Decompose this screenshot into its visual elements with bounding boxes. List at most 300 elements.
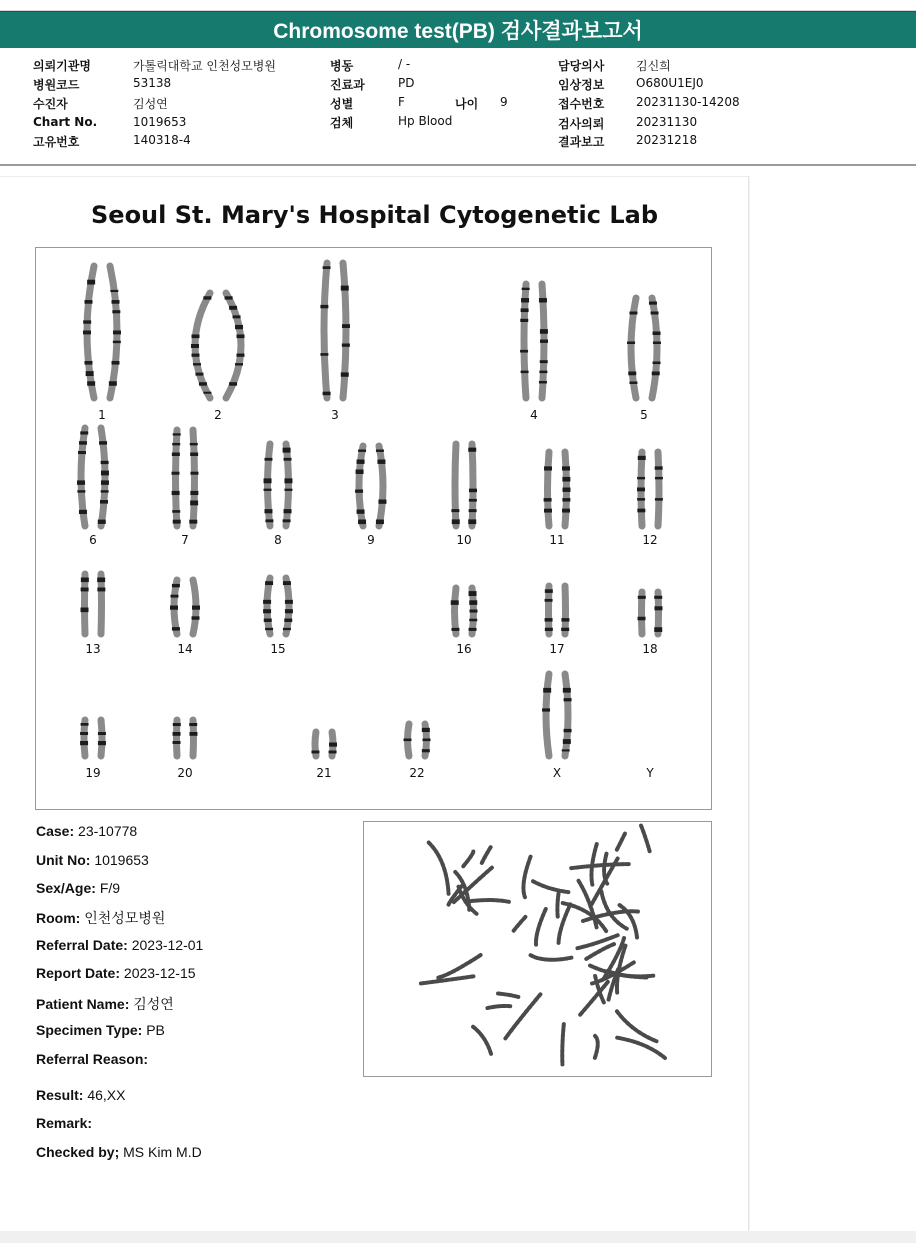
chromosome-band <box>422 749 430 752</box>
chromosome-band <box>358 520 366 525</box>
chromosome-band <box>562 498 570 501</box>
chromosome-band <box>235 325 243 329</box>
remark-line <box>36 1115 92 1131</box>
chromosome-label-14: 14 <box>177 642 193 656</box>
chromosome-band <box>638 456 646 460</box>
lab-title: Seoul St. Mary's Hospital Cytogenetic Lab <box>91 201 658 229</box>
chromosome-8-homolog <box>286 444 289 526</box>
chromosome-band <box>451 600 459 605</box>
chromosome-band <box>320 353 328 356</box>
chromosome-band <box>356 470 364 474</box>
spread-chromosome <box>617 834 625 850</box>
referral-reason-line <box>36 1051 148 1067</box>
chromosome-3-homolog <box>343 263 346 398</box>
spread-chromosome <box>604 854 607 884</box>
patient-name-line <box>36 994 174 1014</box>
chromosome-band <box>544 498 552 501</box>
chromosome-band <box>311 751 319 754</box>
chromosome-band <box>539 298 547 302</box>
chromosome-band <box>265 519 273 522</box>
chromosome-band <box>192 616 200 619</box>
spread-chromosome <box>562 1024 564 1064</box>
case-line <box>36 823 137 839</box>
spread-chromosome <box>536 909 546 945</box>
chromosome-band <box>355 490 363 493</box>
specimen-value: Hp Blood <box>398 114 453 128</box>
chromosome-band <box>191 344 199 348</box>
chromosome-band <box>540 360 548 363</box>
chromosome-band <box>521 371 529 374</box>
chromosome-band <box>468 448 476 452</box>
chromosome-band <box>540 329 548 334</box>
chromosome-band <box>283 628 291 630</box>
chromosome-band <box>283 519 291 522</box>
patient-value: 김성연 <box>133 97 168 111</box>
chromosome-band <box>422 728 430 732</box>
chromosome-label-10: 10 <box>456 533 472 547</box>
chromosome-band <box>544 466 552 470</box>
sexage-label: Sex/Age: <box>36 880 96 896</box>
chromosome-band <box>654 596 662 599</box>
chromosome-band <box>284 478 292 483</box>
chromosome-label-2: 2 <box>214 408 222 422</box>
chromosome-band <box>172 453 180 456</box>
chromosome-band <box>87 280 95 285</box>
spread-chromosome <box>498 994 518 997</box>
unique-value: 140318-4 <box>133 133 191 147</box>
spread-chromosome <box>559 904 571 943</box>
chromosome-label-9: 9 <box>367 533 375 547</box>
chromosome-band <box>628 372 636 376</box>
chromosome-band <box>376 520 384 525</box>
chromosome-band <box>544 509 552 513</box>
dept-value: PD <box>398 76 415 90</box>
chromosome-band <box>170 606 178 610</box>
result-value: 46,XX <box>87 1087 126 1103</box>
sex-value: F <box>398 95 405 109</box>
chromosome-band <box>203 296 211 299</box>
chromosome-band <box>189 520 197 524</box>
chromosome-band <box>543 688 551 693</box>
chromosome-label-22: 22 <box>409 766 425 780</box>
report-date-value: 2023-12-15 <box>123 965 196 981</box>
chart-label: Chart No. <box>33 115 98 129</box>
chromosome-band <box>341 286 349 291</box>
chromosome-band <box>637 509 645 513</box>
age-label: 나이 <box>455 97 479 111</box>
chromosome-band <box>237 334 245 338</box>
chromosome-band <box>539 371 547 374</box>
chromosome-band <box>225 296 233 299</box>
result-date-label: 결과보고 <box>558 135 605 149</box>
referral-date-line <box>36 937 203 953</box>
chromosome-band <box>539 381 547 384</box>
chromosome-label-12: 12 <box>642 533 658 547</box>
clinical-label: 임상정보 <box>558 78 605 92</box>
report-title: Chromosome test(PB) 검사결과보고서 <box>0 11 916 48</box>
chromosome-band <box>235 363 243 365</box>
chromosome-band <box>342 324 350 328</box>
unit-value: 1019653 <box>94 852 149 868</box>
chromosome-band <box>376 450 384 452</box>
chromosome-band <box>87 381 95 385</box>
chromosome-band <box>284 509 292 513</box>
chromosome-band <box>341 372 349 376</box>
request-value: 20231130 <box>636 115 698 129</box>
chromosome-band <box>651 312 659 315</box>
spread-chromosome <box>471 900 511 902</box>
referral-date-value: 2023-12-01 <box>131 937 204 953</box>
chromosome-band <box>81 578 89 583</box>
chromosome-9-homolog <box>359 446 363 526</box>
doctor-label: 담당의사 <box>558 59 605 73</box>
chromosome-band <box>469 509 477 512</box>
chromosome-band <box>283 581 291 585</box>
chromosome-band <box>323 266 331 269</box>
hospital-code-label: 병원코드 <box>33 78 80 92</box>
chromosome-label-6: 6 <box>89 533 97 547</box>
chromosome-label-11: 11 <box>549 533 565 547</box>
chromosome-band <box>172 491 180 495</box>
chromosome-band <box>357 460 365 464</box>
chromosome-band <box>655 466 663 469</box>
chromosome-band <box>637 477 645 479</box>
chromosome-band <box>264 509 272 513</box>
chromosome-label-4: 4 <box>530 408 538 422</box>
chromosome-band <box>564 729 572 732</box>
chromosome-band <box>173 520 181 524</box>
chromosome-band <box>195 373 203 376</box>
chromosome-band <box>81 723 89 726</box>
chromosome-band <box>172 443 180 445</box>
receipt-label: 접수번호 <box>558 97 605 111</box>
chromosome-19-homolog <box>101 720 102 756</box>
specimen-type-line <box>36 1022 165 1038</box>
chromosome-band <box>522 288 530 290</box>
chromosome-label-7: 7 <box>181 533 189 547</box>
spread-chromosome <box>594 1036 597 1060</box>
chromosome-band <box>229 306 237 310</box>
chromosome-band <box>172 472 180 475</box>
chromosome-band <box>323 392 331 396</box>
chromosome-band <box>358 450 366 452</box>
chromosome-band <box>652 372 660 376</box>
top-rule <box>0 0 916 11</box>
chromosome-band <box>112 300 120 304</box>
chromosome-label-1: 1 <box>98 408 106 422</box>
sex-label: 성별 <box>330 97 354 111</box>
chromosome-band <box>627 342 635 345</box>
chromosome-band <box>264 458 272 461</box>
chromosome-band <box>562 509 570 513</box>
chromosome-band <box>190 472 198 475</box>
bottom-strip <box>0 1231 916 1243</box>
chromosome-band <box>451 628 459 631</box>
chromosome-label-18: 18 <box>642 642 658 656</box>
chromosome-band <box>233 315 241 318</box>
chromosome-band <box>110 290 118 292</box>
case-label: Case: <box>36 823 75 839</box>
chromosome-band <box>229 382 237 385</box>
margin-area <box>750 176 916 1231</box>
chromosome-band <box>203 392 211 394</box>
room-line <box>36 908 165 928</box>
chromosome-band <box>172 584 180 587</box>
karyogram <box>35 247 712 810</box>
chromosome-band <box>264 619 272 622</box>
chromosome-band <box>520 319 528 322</box>
chromosome-band <box>80 741 88 745</box>
spread-chromosome <box>523 857 530 898</box>
chromosome-band <box>191 334 199 338</box>
chromosome-band <box>563 488 571 492</box>
chromosome-band <box>654 606 662 610</box>
chromosome-band <box>285 600 293 604</box>
chromosome-band <box>562 749 570 751</box>
chromosome-band <box>283 448 291 453</box>
chromosome-band <box>562 466 570 470</box>
patient-label: 수진자 <box>33 97 68 111</box>
chromosome-band <box>378 500 386 504</box>
chromosome-band <box>521 308 529 312</box>
chromosome-band <box>265 628 273 630</box>
spread-chromosome <box>454 868 492 902</box>
chromosome-band <box>451 509 459 512</box>
spread-chromosome <box>429 843 449 894</box>
chromosome-band <box>329 743 337 747</box>
chromosome-label-13: 13 <box>85 642 101 656</box>
chromosome-band <box>199 382 207 385</box>
chromosome-label-X: X <box>552 766 562 780</box>
chromosome-band <box>561 618 569 621</box>
room-label: Room: <box>36 910 81 926</box>
chromosome-band <box>80 732 88 735</box>
chromosome-band <box>649 302 657 305</box>
chromosome-band <box>173 433 181 435</box>
chromosome-band <box>653 332 661 336</box>
chromosome-band <box>629 382 637 384</box>
chromosome-label-8: 8 <box>274 533 282 547</box>
chromosome-band <box>540 340 548 343</box>
chromosome-band <box>653 342 661 345</box>
spread-chromosome <box>505 994 540 1038</box>
remark-label: Remark: <box>36 1115 93 1131</box>
chromosome-band <box>263 609 271 613</box>
chromosome-band <box>452 519 460 524</box>
chromosome-band <box>191 354 199 357</box>
spread-chromosome <box>571 864 629 868</box>
chromosome-band <box>77 480 85 484</box>
case-value: 23-10778 <box>78 823 138 839</box>
unit-label: Unit No: <box>36 852 91 868</box>
chromosome-label-5: 5 <box>640 408 648 422</box>
chromosome-band <box>77 490 85 492</box>
spread-chromosome <box>531 955 572 960</box>
report-page <box>0 176 749 1231</box>
chromosome-band <box>637 498 645 501</box>
chromosome-label-20: 20 <box>177 766 193 780</box>
chromosome-band <box>265 581 273 585</box>
sexage-line <box>36 880 120 896</box>
chart-value: 1019653 <box>133 115 187 129</box>
referral-reason-label: Referral Reason: <box>36 1051 149 1067</box>
specimen-type-label: Specimen Type: <box>36 1022 143 1038</box>
chromosome-band <box>79 441 87 444</box>
spread-chromosome <box>533 881 568 892</box>
chromosome-band <box>173 732 181 736</box>
chromosome-11-homolog <box>548 452 550 526</box>
dept-label: 진료과 <box>330 78 365 92</box>
chromosome-band <box>563 739 571 744</box>
chromosome-band <box>284 619 292 622</box>
chromosome-band <box>285 609 293 613</box>
chromosome-X-homolog <box>546 674 549 756</box>
chromosome-band <box>284 489 292 491</box>
chromosome-10-homolog <box>455 444 456 526</box>
chromosome-band <box>84 300 92 304</box>
chromosome-band <box>189 732 197 736</box>
chromosome-band <box>190 501 198 506</box>
age-value: 9 <box>500 95 508 109</box>
spread-chromosome <box>463 852 473 867</box>
unit-line <box>36 852 149 868</box>
ward-value: / - <box>398 57 411 71</box>
metaphase-spread <box>363 821 712 1077</box>
checked-line <box>36 1144 202 1160</box>
chromosome-band <box>320 305 328 308</box>
spread-chromosome <box>473 1027 491 1054</box>
chromosome-band <box>79 510 87 514</box>
chromosome-band <box>101 461 109 464</box>
chromosome-band <box>109 381 117 385</box>
chromosome-band <box>655 498 663 501</box>
institution-label: 의뢰기관명 <box>33 59 91 73</box>
patient-name-label: Patient Name: <box>36 996 130 1012</box>
chromosome-13-homolog <box>101 574 102 634</box>
receipt-value: 20231130-14208 <box>636 95 740 109</box>
chromosome-band <box>469 628 477 631</box>
chromosome-band <box>469 489 477 493</box>
chromosome-band <box>637 488 645 492</box>
chromosome-band <box>83 320 91 323</box>
chromosome-label-16: 16 <box>456 642 472 656</box>
chromosome-band <box>78 451 86 454</box>
chromosome-band <box>190 453 198 456</box>
report-date-label: Report Date: <box>36 965 121 981</box>
chromosome-band <box>377 460 385 464</box>
chromosome-band <box>562 477 570 482</box>
specimen-type-value: PB <box>146 1022 165 1038</box>
spread-chromosome <box>557 894 558 919</box>
hospital-code-value: 53138 <box>133 76 172 90</box>
chromosome-band <box>189 723 197 726</box>
chromosome-label-19: 19 <box>85 766 101 780</box>
chromosome-band <box>357 510 365 514</box>
result-date-value: 20231218 <box>636 133 698 147</box>
report-date-line <box>36 965 196 981</box>
chromosome-band <box>193 363 201 365</box>
spread-chromosome <box>421 976 474 983</box>
chromosome-band <box>101 471 109 476</box>
chromosome-band <box>97 588 105 592</box>
chromosome-label-21: 21 <box>316 766 332 780</box>
chromosome-band <box>654 627 662 632</box>
chromosome-band <box>264 478 272 483</box>
chromosome-band <box>80 431 88 434</box>
chromosome-band <box>98 520 106 524</box>
unique-label: 고유번호 <box>33 135 80 149</box>
chromosome-17-homolog <box>565 586 566 634</box>
patient-name-value: 김성연 <box>133 996 174 1012</box>
chromosome-band <box>98 741 106 745</box>
chromosome-17-homolog <box>549 586 550 634</box>
chromosome-13-homolog <box>85 574 86 634</box>
chromosome-band <box>469 499 477 502</box>
separator <box>0 166 916 176</box>
chromosome-band <box>404 739 412 742</box>
metaphase-spread-image <box>364 822 711 1076</box>
chromosome-band <box>469 591 477 596</box>
chromosome-15-homolog <box>267 578 270 634</box>
chromosome-band <box>173 741 181 744</box>
chromosome-label-Y: Y <box>646 766 654 780</box>
chromosome-band <box>84 361 92 365</box>
clinical-value: O680U1EJ0 <box>636 76 704 90</box>
chromosome-band <box>638 596 646 599</box>
doctor-value: 김신희 <box>636 59 671 73</box>
chromosome-band <box>101 490 109 492</box>
spread-chromosome <box>641 826 650 852</box>
chromosome-band <box>423 739 431 742</box>
chromosome-band <box>98 732 106 735</box>
chromosome-band <box>545 599 553 602</box>
chromosome-label-3: 3 <box>331 408 339 422</box>
chromosome-band <box>100 500 108 504</box>
chromosome-band <box>112 310 120 313</box>
chromosome-band <box>172 510 180 513</box>
chromosome-band <box>284 458 292 461</box>
spread-chromosome <box>482 847 491 863</box>
chromosome-band <box>173 723 181 726</box>
sexage-value: F/9 <box>99 880 121 896</box>
chromosome-band <box>469 600 477 605</box>
result-line <box>36 1087 125 1103</box>
chromosome-band <box>83 331 91 335</box>
chromosome-band <box>190 491 198 495</box>
chromosome-band <box>329 751 337 754</box>
chromosome-band <box>237 354 245 357</box>
spread-chromosome <box>486 1006 510 1008</box>
chromosome-band <box>469 619 477 622</box>
chromosome-band <box>653 362 661 365</box>
chromosome-band <box>520 350 528 353</box>
chromosome-band <box>113 331 121 335</box>
chromosome-band <box>112 361 120 365</box>
chromosome-band <box>81 608 89 613</box>
chromosome-band <box>655 477 663 479</box>
chromosome-band <box>629 312 637 315</box>
chromosome-band <box>521 298 529 302</box>
chromosome-15-homolog <box>286 578 289 634</box>
chromosome-8-homolog <box>268 444 271 526</box>
chromosome-band <box>190 443 198 445</box>
chromosome-band <box>81 588 89 592</box>
chromosome-band <box>99 441 107 444</box>
request-label: 검사의뢰 <box>558 117 605 131</box>
chromosome-band <box>545 628 553 631</box>
checked-label: Checked by; <box>36 1144 120 1160</box>
chromosome-band <box>86 371 94 376</box>
